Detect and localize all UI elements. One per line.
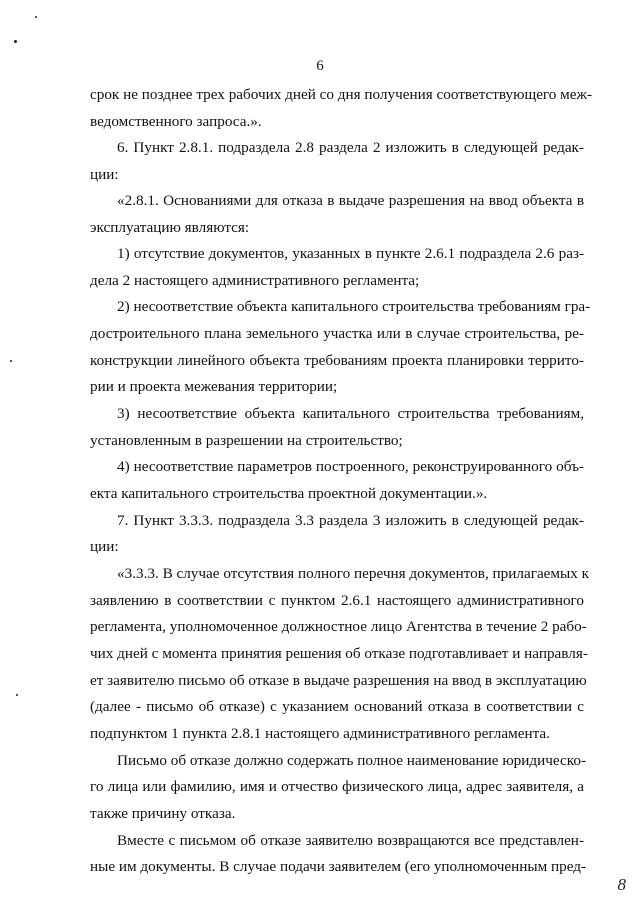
scan-speck [14, 40, 17, 43]
text-line: 7. Пункт 3.3.3. подраздела 3.3 раздела 3 изложить в следующей редак- [117, 512, 584, 529]
text-line: 3) несоответствие объекта капитального строительства требованиям, [117, 405, 584, 422]
text-line: подпунктом 1 пункта 2.8.1 настоящего административного регламента. [90, 725, 550, 742]
text-line: ведомственного запроса.». [90, 113, 262, 130]
text-line: «2.8.1. Основаниями для отказа в выдаче разрешения на ввод объекта в [117, 192, 584, 209]
text-line: ет заявителю письмо об отказе в выдаче разрешения на ввод в эксплуатацию [90, 672, 587, 689]
text-line: конструкции линейного объекта требованиям проекта планировки террито- [90, 352, 584, 369]
text-line: заявлению в соответствии с пунктом 2.6.1 настоящего административного [90, 592, 584, 609]
text-line: также причину отказа. [90, 805, 236, 822]
text-line: рии и проекта межевания территории; [90, 378, 338, 395]
text-line: дела 2 настоящего административного регламента; [90, 272, 420, 289]
page-number: 6 [316, 58, 324, 74]
text-line: 4) несоответствие параметров построенного, реконструированного объ- [117, 458, 584, 475]
text-line: Вместе с письмом об отказе заявителю возвращаются все представлен- [117, 832, 584, 849]
scan-speck [16, 694, 18, 696]
text-line: 6. Пункт 2.8.1. подраздела 2.8 раздела 2 изложить в следующей редак- [117, 139, 584, 156]
handwritten-page-mark: 8 [617, 875, 626, 894]
scan-speck [10, 360, 12, 362]
text-line: эксплуатацию являются: [90, 219, 250, 236]
text-line: достроительного плана земельного участка или в случае строительства, ре- [90, 325, 584, 342]
text-line: 1) отсутствие документов, указанных в пункте 2.6.1 подраздела 2.6 раз- [117, 245, 584, 262]
text-line: установленным в разрешении на строительство; [90, 432, 403, 449]
scan-speck [35, 16, 37, 18]
text-line: Письмо об отказе должно содержать полное наименование юридическо- [117, 752, 587, 769]
text-line: екта капитального строительства проектной документации.». [90, 485, 488, 502]
text-line: ные им документы. В случае подачи заявителем (его уполномоченным пред- [90, 858, 587, 875]
text-line: ции: [90, 166, 119, 183]
text-line: регламента, уполномоченное должностное лицо Агентства в течение 2 рабо- [90, 618, 587, 635]
text-line: 2) несоответствие объекта капитального строительства требованиям гра- [117, 298, 591, 315]
text-line: чих дней с момента принятия решения об отказе подготавливает и направля- [90, 645, 588, 662]
text-line: срок не позднее трех рабочих дней со дня получения соответствующего меж- [90, 86, 593, 103]
text-line: (далее - письмо об отказе) с указанием оснований отказа в соответствии с [90, 698, 584, 715]
text-line: «3.3.3. В случае отсутствия полного перечня документов, прилагаемых к [117, 565, 590, 582]
text-line: ции: [90, 538, 119, 555]
text-line: го лица или фамилию, имя и отчество физического лица, адрес заявителя, а [90, 778, 584, 795]
